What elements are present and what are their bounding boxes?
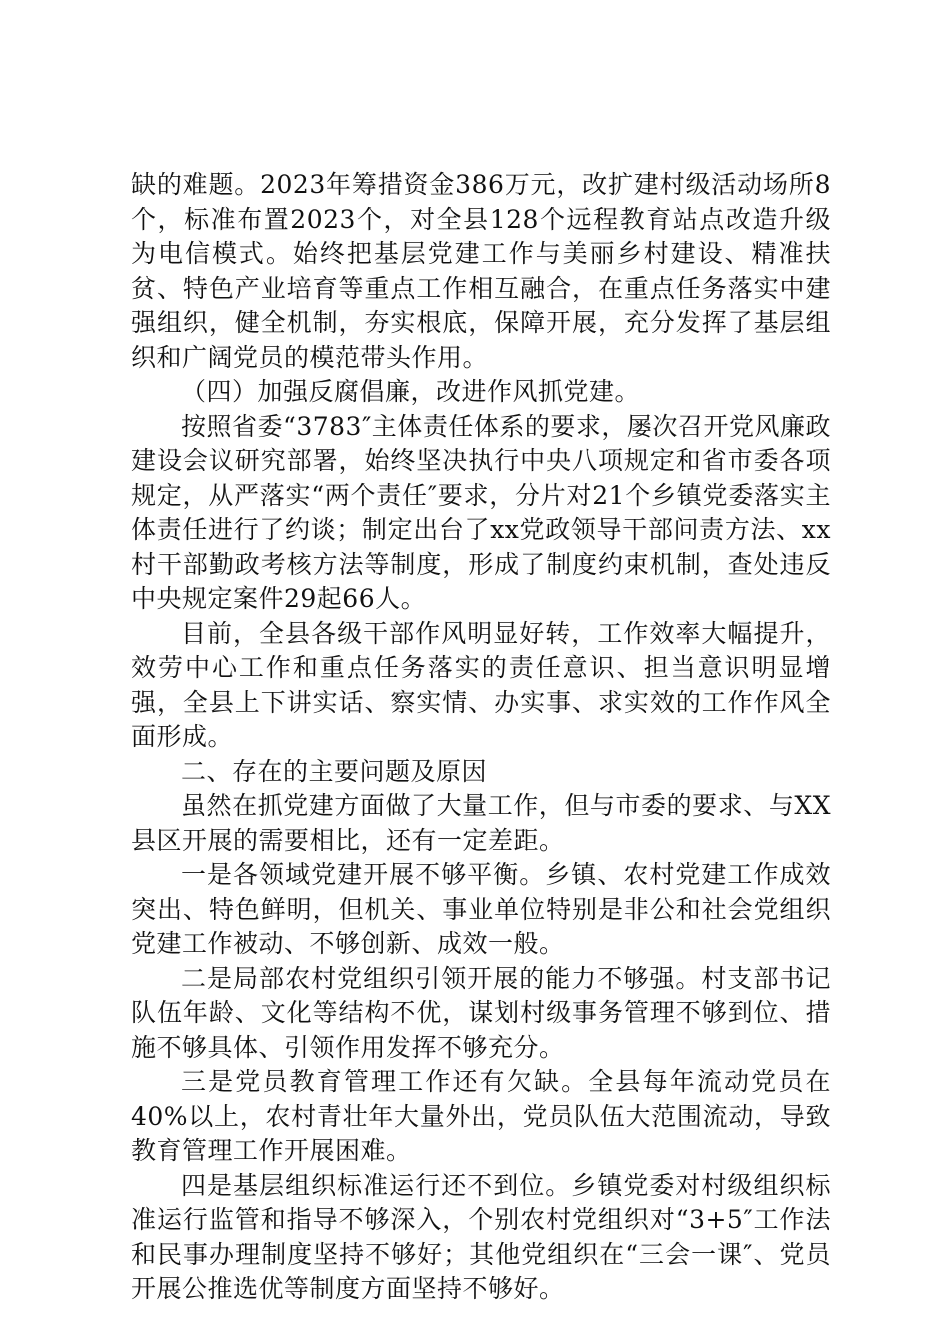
section-heading-problems: 二、存在的主要问题及原因 [181,756,488,786]
paragraph: 目前，全县各级干部作风明显好转，工作效率大幅提升，效劳中心工作和重点任务落实的责任意识、担当意识明显增强，全县上下讲实话、察实情、办实事、求实效的工作作风全面形成。 [131,618,831,751]
section-heading-4: （四）加强反腐倡廉，改进作风抓党建。 [181,377,641,406]
paragraph-problem-1: 一是各领域党建开展不够平衡。乡镇、农村党建工作成效突出、特色鲜明，但机关、事业单位特别是非公和社会党组织党建工作被动、不够创新、成效一般。 [131,860,831,958]
paragraph-problem-4: 四是基层组织标准运行还不到位。乡镇党委对村级组织标准运行监管和指导不够深入，个别农村党组织对“3+5″工作法和民事办理制度坚持不够好；其他党组织在“三会一课″、党员开展公推选优等制度方面坚持不够好。 [131,1170,831,1303]
paragraph-problem-3: 三是党员教育管理工作还有欠缺。全县每年流动党员在40%以上，农村青壮年大量外出，党员队伍大范围流动，导致教育管理工作开展困难。 [131,1067,831,1165]
paragraph: 按照省委“3783″主体责任体系的要求，屡次召开党风廉政建设会议研究部署，始终坚决执行中央八项规定和省市委各项规定，从严落实“两个责任″要求，分片对21个乡镇党委落实主体责任进行了约谈；制定出台了xx党政领导干部问责方法、xx村干部勤政考核方法等制度，形成了制度约束机制，查处违反中央规定案件29起66人。 [131,411,831,613]
paragraph-continuation: 缺的难题。2023年筹措资金386万元，改扩建村级活动场所8个，标准布置2023个，对全县128个远程教育站点改造升级为电信模式。始终把基层党建工作与美丽乡村建设、精准扶贫、特色产业培育等重点工作相互融合，在重点任务落实中建强组织，健全机制，夯实根底，保障开展，充分发挥了基层组织和广阔党员的模范带头作用。 [131,170,831,372]
paragraph-problem-2: 二是局部农村党组织引领开展的能力不够强。村支部书记队伍年龄、文化等结构不优，谋划村级事务管理不够到位、措施不够具体、引领作用发挥不够充分。 [131,963,831,1062]
paragraph: 虽然在抓党建方面做了大量工作，但与市委的要求、与XX县区开展的需要相比，还有一定差距。 [131,791,831,855]
document-body [131,168,831,1307]
